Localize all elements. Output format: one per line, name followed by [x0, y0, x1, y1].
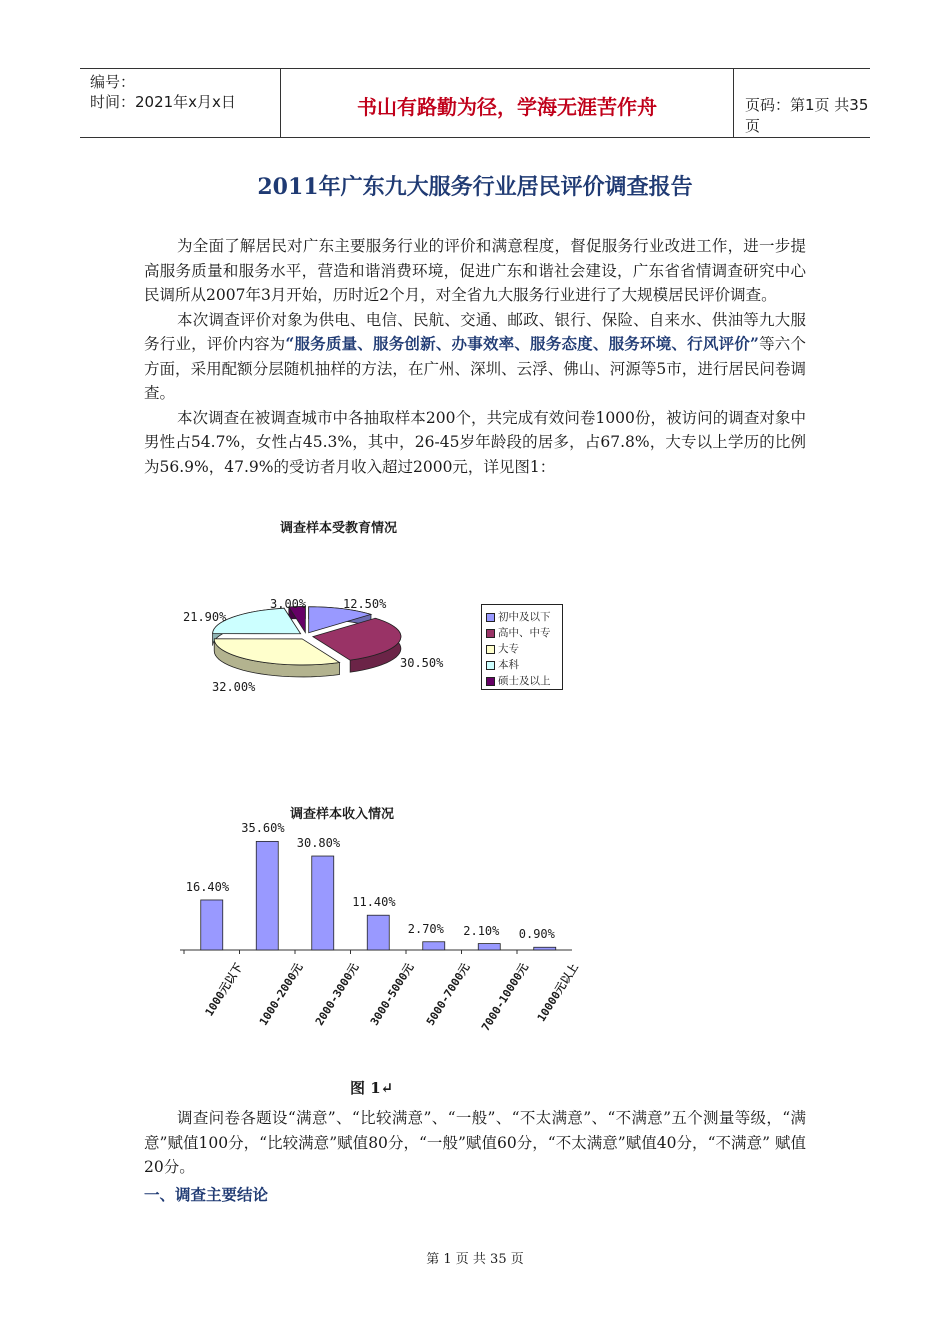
paragraph-3: 本次调查在被调查城市中各抽取样本200个，共完成有效问卷1000份，被访问的调查对象中男性占54.7%，女性占45.3%，其中，26-45岁年龄段的居多，占67.8%，大专以上学历的比例为56.9%，47.9%的受访者月收入超过2000元，详见图1：	[144, 408, 806, 476]
figure-caption: 图 1↵	[350, 1079, 394, 1097]
legend-item-4: 本科	[486, 657, 519, 672]
pie-data-label-4: 21.90%	[183, 610, 227, 624]
bar-6	[478, 944, 500, 950]
page-label: 页码：第1页 共35页	[745, 96, 869, 135]
legend-swatch	[486, 645, 495, 654]
paragraph-4: 调查问卷各题设“满意”、“比较满意”、“一般”、“不太满意”、“不满意”五个测量等级，“满意”赋值100分，“比较满意”赋值80分，“一般”赋值60分，“不太满意”赋值40分，“不满意” 赋值20分。	[144, 1109, 806, 1176]
pie-chart-title: 调查样本受教育情况	[280, 521, 398, 536]
x-tick-label-1: 1000元以下	[202, 961, 245, 1019]
intro-paragraphs	[144, 234, 806, 479]
legend-item-1: 初中及以下	[486, 609, 551, 624]
bar-5	[423, 942, 445, 950]
bar-7	[534, 947, 556, 950]
time-label: 时间：2021年x月x日	[90, 93, 236, 111]
pie-data-label-1: 12.50%	[343, 597, 387, 611]
legend-item-5: 硕士及以上	[486, 673, 551, 688]
bar-4	[367, 915, 389, 950]
paragraph-2-part1: 本次调查评价对象为供电、电信、民航、交通、邮政、银行、保险、自来水、供油等九大服务行业，评价内容为	[144, 310, 806, 353]
header-info-cell	[80, 69, 280, 137]
x-tick-label-6: 7000-10000元	[478, 961, 531, 1034]
paragraph-2-part2: 等六个方面，采用配额分层随机抽样的方法，在广州、深圳、云浮、佛山、河源等5市，进行居民问卷调查。	[144, 335, 806, 402]
x-tick-label-5: 5000-7000元	[423, 961, 473, 1028]
bar-data-label-6: 2.10%	[463, 923, 500, 938]
x-tick-label-3: 2000-3000元	[312, 961, 362, 1028]
bar-data-label-5: 2.70%	[407, 921, 444, 936]
bar-data-label-7: 0.90%	[518, 927, 555, 942]
bar-3	[312, 856, 334, 950]
motto: 书山有路勤为径，学海无涯苦作舟	[357, 95, 657, 119]
paragraph-2-highlight: “服务质量、服务创新、办事效率、服务态度、服务环境、行风评价”	[285, 334, 759, 353]
x-tick-label-2: 1000-2000元	[257, 961, 306, 1028]
legend-item-3: 大专	[486, 641, 519, 656]
page-footer: 第 1 页 共 35 页	[426, 1252, 524, 1267]
pie-data-label-5: 3.00%	[270, 597, 307, 611]
section-heading: 一、调查主要结论	[144, 1185, 269, 1204]
pie-data-label-2: 30.50%	[400, 656, 444, 670]
bar-data-label-4: 11.40%	[352, 895, 396, 910]
bar-data-label-2: 35.60%	[241, 821, 285, 836]
legend-swatch	[486, 613, 495, 622]
page-header	[80, 68, 870, 138]
pie-data-label-3: 32.00%	[212, 680, 256, 694]
bar-2	[256, 841, 278, 950]
x-tick-label-4: 3000-5000元	[368, 961, 417, 1028]
x-tick-label-7: 10000元以上	[534, 961, 581, 1025]
bar-data-label-3: 30.80%	[296, 836, 341, 851]
legend-swatch	[486, 661, 495, 670]
document-title: 2011年广东九大服务行业居民评价调查报告	[257, 174, 693, 200]
bar-chart-title: 调查样本收入情况	[290, 807, 395, 822]
paragraph-1: 为全面了解居民对广东主要服务行业的评价和满意程度，督促服务行业改进工作，进一步提高服务质量和服务水平，营造和谐消费环境，促进广东和谐社会建设，广东省省情调查研究中心民调所从2007年3月开始，历时近2个月，对全省九大服务行业进行了大规模居民评价调查。	[144, 237, 806, 304]
scale-paragraph	[144, 1106, 806, 1180]
bar-1	[201, 900, 223, 950]
header-page-cell	[733, 69, 870, 137]
paragraph-2	[144, 308, 806, 406]
legend-item-2: 高中、中专	[486, 625, 551, 640]
header-motto-cell	[280, 69, 734, 137]
number-label: 编号：	[90, 73, 136, 91]
legend-swatch	[486, 677, 495, 686]
bar-data-label-1: 16.40%	[185, 879, 230, 894]
legend-swatch	[486, 629, 495, 638]
pie-legend	[481, 604, 563, 690]
